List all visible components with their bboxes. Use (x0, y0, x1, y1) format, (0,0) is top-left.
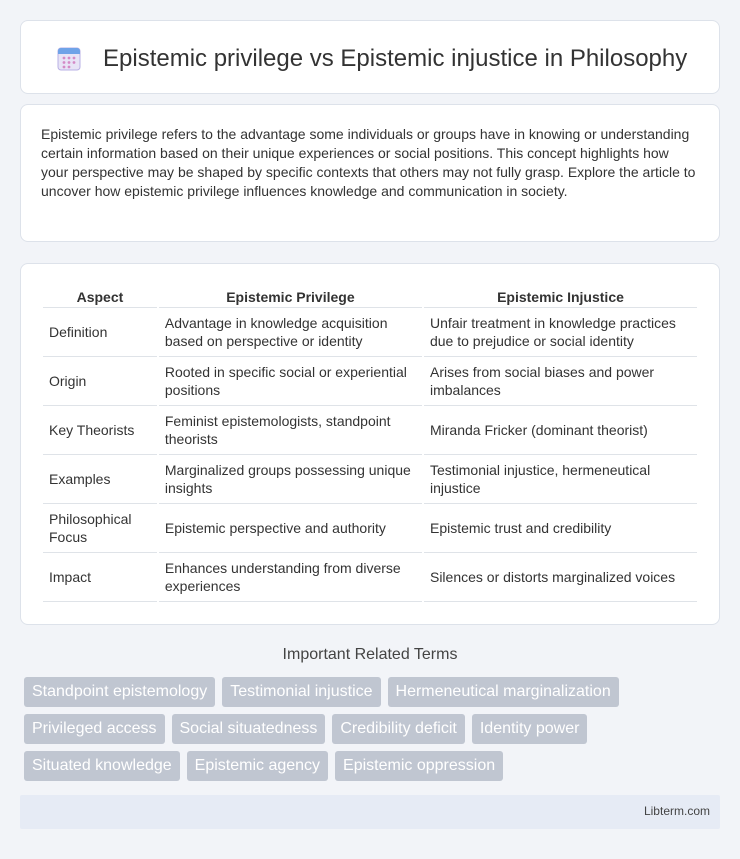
related-term-tag[interactable]: Testimonial injustice (222, 677, 380, 707)
table-cell-injustice: Testimonial injustice, hermeneutical injustice (424, 455, 697, 504)
table-cell-privilege: Epistemic perspective and authority (159, 504, 422, 553)
related-term-tag[interactable]: Hermeneutical marginalization (388, 677, 619, 707)
related-term-tag[interactable]: Epistemic agency (187, 751, 328, 781)
table-cell-injustice: Epistemic trust and credibility (424, 504, 697, 553)
table-row (43, 455, 697, 504)
table-cell-privilege: Enhances understanding from diverse experiences (159, 553, 422, 602)
table-cell-aspect: Key Theorists (43, 406, 157, 455)
table-header-row (43, 286, 697, 308)
related-term-tag[interactable]: Identity power (472, 714, 588, 744)
table-cell-privilege: Marginalized groups possessing unique insights (159, 455, 422, 504)
table-cell-privilege: Feminist epistemologists, standpoint theorists (159, 406, 422, 455)
column-header-privilege: Epistemic Privilege (159, 286, 422, 308)
column-header-aspect: Aspect (43, 286, 157, 308)
related-term-tag[interactable]: Privileged access (24, 714, 165, 744)
comparison-table-card (20, 263, 720, 625)
table-row (43, 357, 697, 406)
table-cell-injustice: Silences or distorts marginalized voices (424, 553, 697, 602)
table-cell-injustice: Arises from social biases and power imbalances (424, 357, 697, 406)
table-cell-aspect: Impact (43, 553, 157, 602)
table-cell-aspect: Origin (43, 357, 157, 406)
table-cell-injustice: Unfair treatment in knowledge practices due to prejudice or social identity (424, 308, 697, 357)
intro-card (20, 104, 720, 242)
footer-bar (20, 795, 720, 829)
table-cell-aspect: Examples (43, 455, 157, 504)
calendar-grid-icon (57, 45, 81, 71)
header-card (20, 20, 720, 94)
intro-paragraph: Epistemic privilege refers to the advantage some individuals or groups have in knowing or understanding certain information based on their unique experiences or social positions. This concept highlights how your perspective may be shaped by specific contexts that others may not fully grasp. Explore the article to uncover how epistemic privilege influences knowledge and communication in society. (41, 126, 696, 199)
tag-row (24, 677, 724, 707)
related-term-tag[interactable]: Credibility deficit (332, 714, 464, 744)
related-term-tag[interactable]: Situated knowledge (24, 751, 180, 781)
table-row (43, 406, 697, 455)
related-term-tag[interactable]: Social situatedness (172, 714, 326, 744)
table-cell-injustice: Miranda Fricker (dominant theorist) (424, 406, 697, 455)
comparison-table (41, 286, 699, 602)
related-term-tag[interactable]: Standpoint epistemology (24, 677, 215, 707)
column-header-injustice: Epistemic Injustice (424, 286, 697, 308)
tag-row (24, 751, 724, 781)
footer-site-link[interactable]: Libterm.com (643, 804, 710, 818)
related-term-tag[interactable]: Epistemic oppression (335, 751, 503, 781)
related-terms-list (24, 677, 724, 788)
table-cell-aspect: Definition (43, 308, 157, 357)
page-title: Epistemic privilege vs Epistemic injustice in Philosophy (103, 45, 688, 72)
table-cell-privilege: Advantage in knowledge acquisition based on perspective or identity (159, 308, 422, 357)
tag-row (24, 714, 724, 744)
table-cell-privilege: Rooted in specific social or experiential positions (159, 357, 422, 406)
table-cell-aspect: Philosophical Focus (43, 504, 157, 553)
related-terms-title: Important Related Terms (282, 646, 458, 663)
table-row (43, 308, 697, 357)
table-row (43, 504, 697, 553)
table-row (43, 553, 697, 602)
